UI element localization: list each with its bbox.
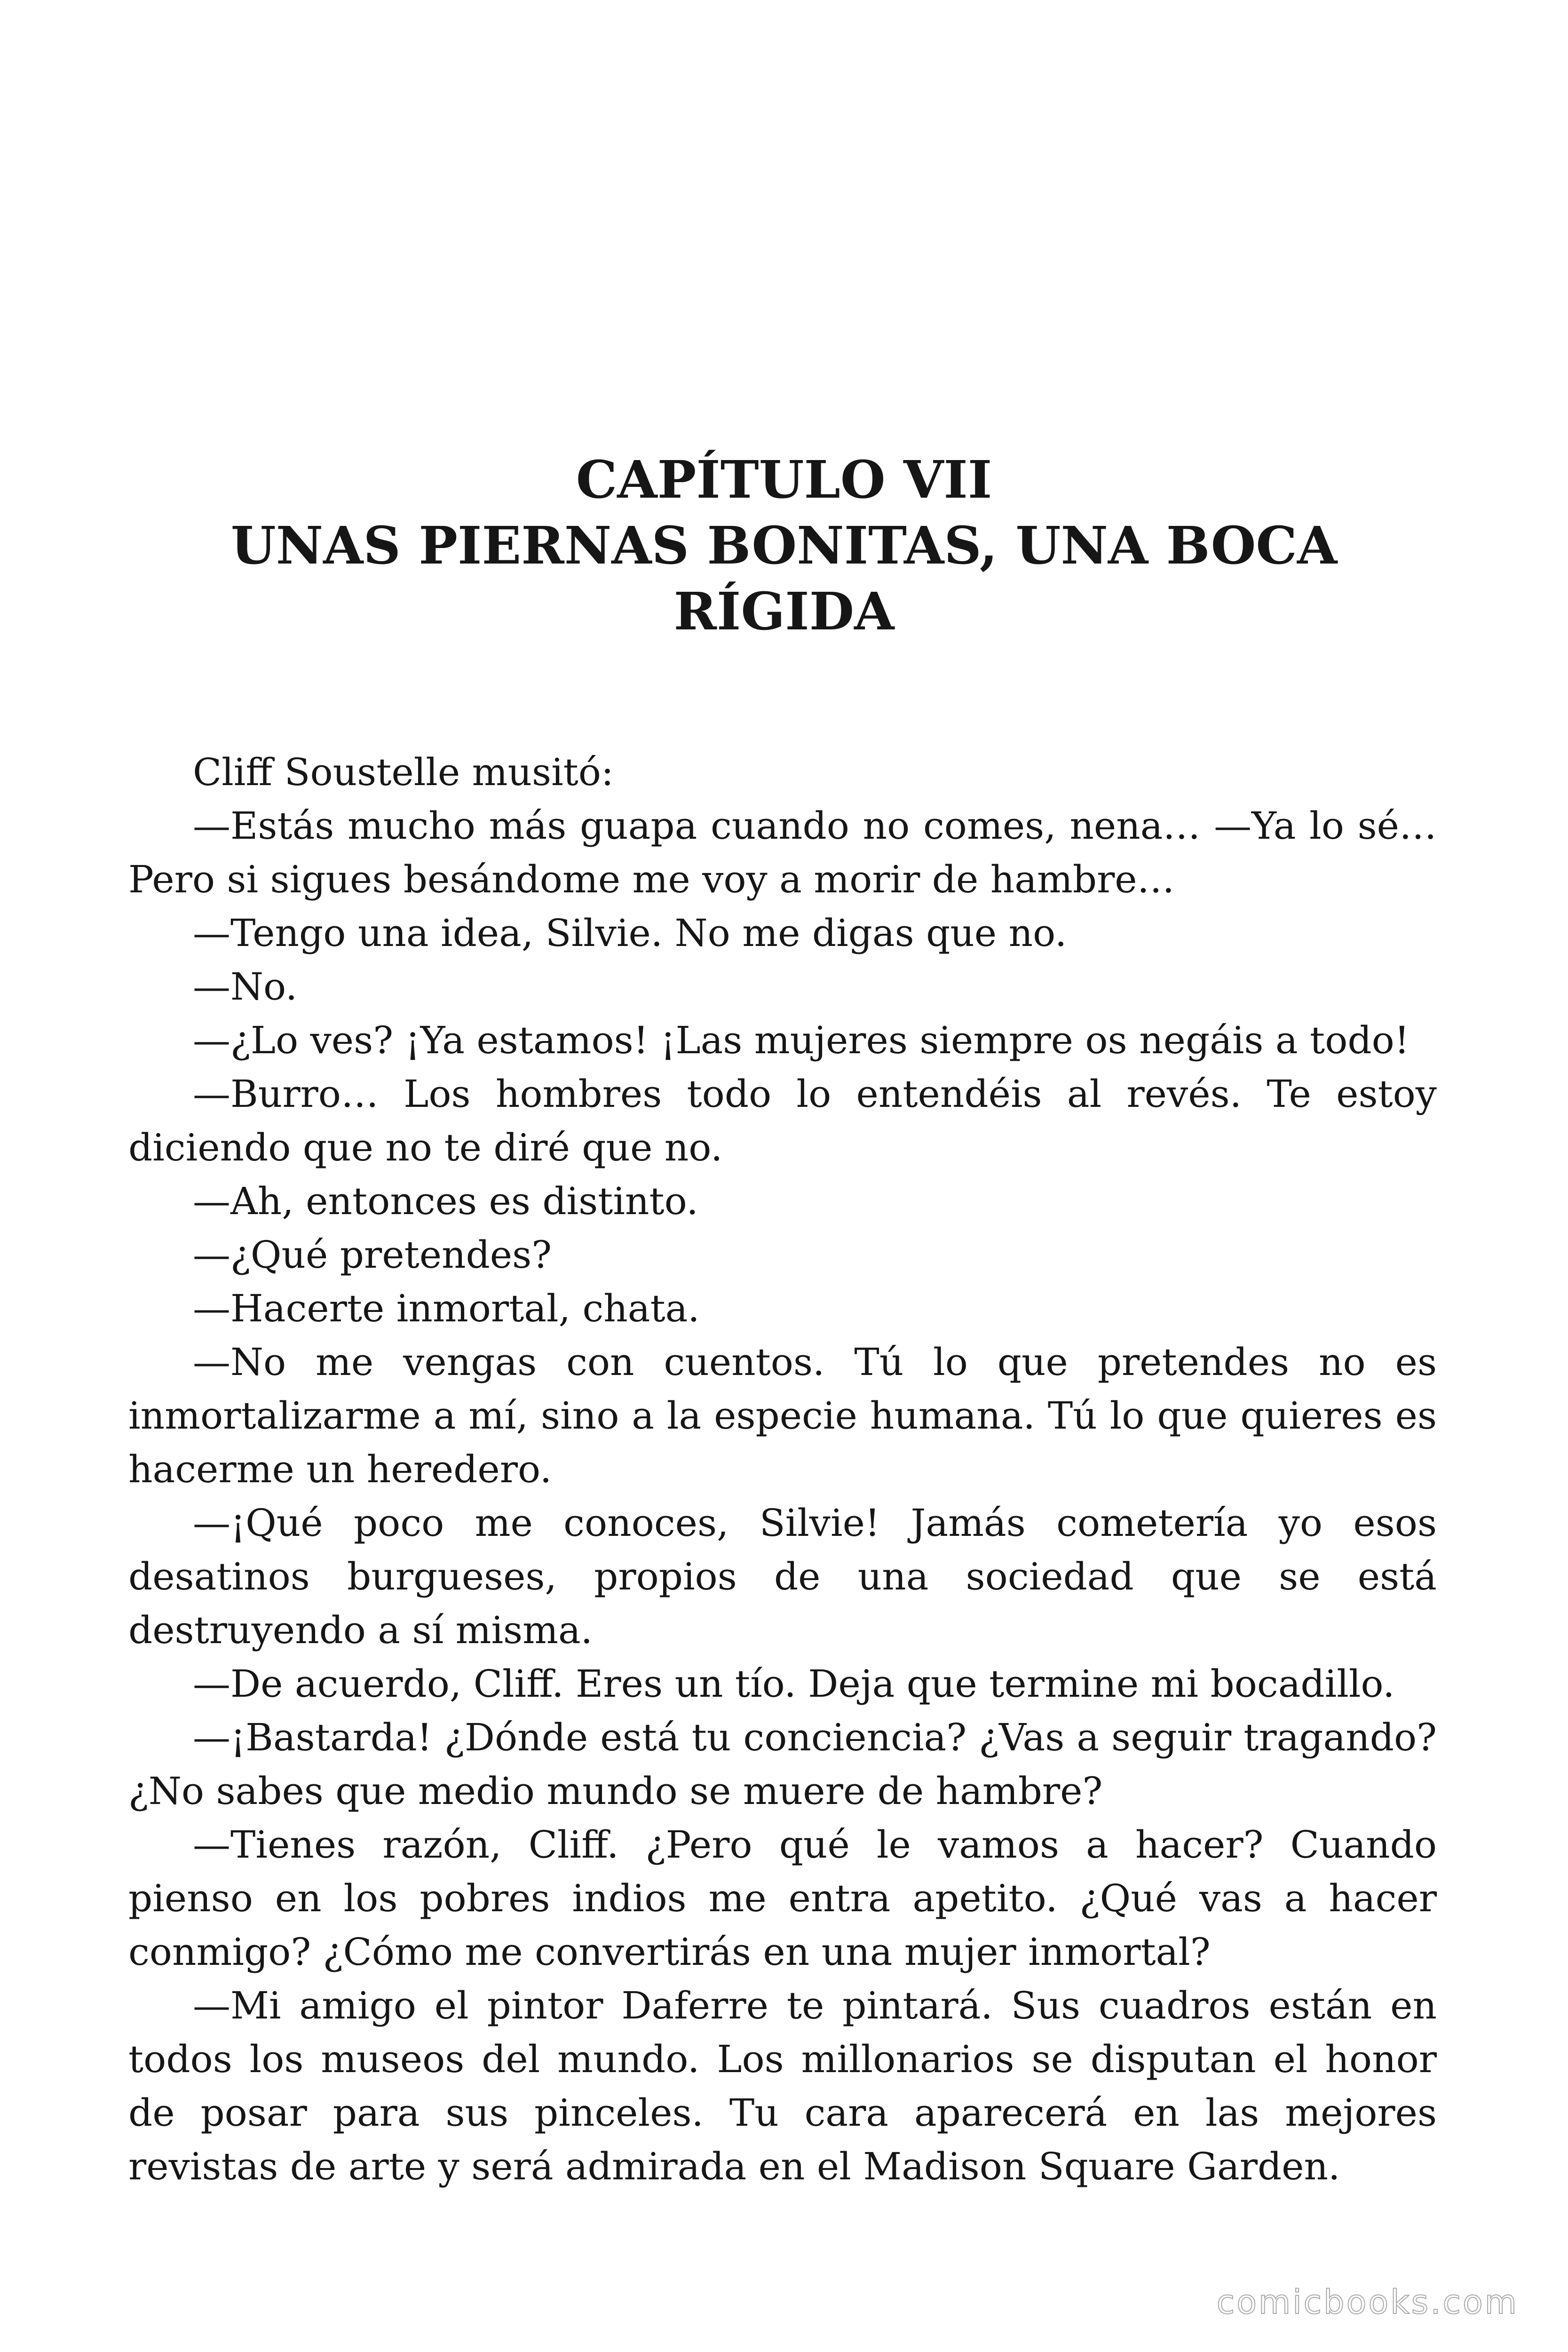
paragraph: —No me vengas con cuentos. Tú lo que pretendes no es inmortalizarme a mí, sino a la especie humana. Tú lo que quieres es hacerme un heredero. xyxy=(128,1340,1437,1491)
paragraph: —Tengo una idea, Silvie. No me digas que no. xyxy=(193,911,1067,955)
paragraph: —¡Bastarda! ¿Dónde está tu conciencia? ¿Vas a seguir tragando? ¿No sabes que medio mundo se muere de hambre? xyxy=(128,1716,1437,1813)
paragraph: —Tienes razón, Cliff. ¿Pero qué le vamos a hacer? Cuando pienso en los pobres indios me entra apetito. ¿Qué vas a hacer conmigo? ¿Cómo me convertirás en una mujer inmortal? xyxy=(128,1823,1437,1974)
chapter-heading xyxy=(94,447,1474,644)
paragraph: —¿Lo ves? ¡Ya estamos! ¡Las mujeres siempre os negáis a todo! xyxy=(193,1018,1410,1062)
paragraph: —Estás mucho más guapa cuando no comes, nena… —Ya lo sé… Pero si sigues besándome me voy a morir de hambre… xyxy=(128,804,1437,901)
paragraph: —No. xyxy=(193,965,298,1009)
paragraph: —¡Qué poco me conoces, Silvie! Jamás cometería yo esos desatinos burgueses, propios de una sociedad que se está destruyendo a sí misma. xyxy=(128,1501,1437,1652)
paragraph: —Mi amigo el pintor Daferre te pintará. Sus cuadros están en todos los museos del mundo. Los millonarios se disputan el honor de posar para sus pinceles. Tu cara aparecerá en las mejores revistas de arte y será admirada en el Madison Square Garden. xyxy=(128,1984,1437,2188)
chapter-title-line-1: UNAS PIERNAS BONITAS, UNA BOCA xyxy=(230,515,1338,576)
paragraph: —Burro… Los hombres todo lo entendéis al revés. Te estoy diciendo que no te diré que no. xyxy=(128,1072,1437,1169)
chapter-number: CAPÍTULO VII xyxy=(576,449,992,510)
paragraph: —De acuerdo, Cliff. Eres un tío. Deja que termine mi bocadillo. xyxy=(193,1662,1395,1706)
paragraph: —Ah, entonces es distinto. xyxy=(193,1179,698,1223)
paragraph: —¿Qué pretendes? xyxy=(193,1233,552,1277)
paragraph: —Hacerte inmortal, chata. xyxy=(193,1287,700,1330)
paragraph: Cliff Soustelle musitó: xyxy=(193,750,614,794)
chapter-body xyxy=(128,746,1437,2193)
chapter-title-line-2: RÍGIDA xyxy=(673,581,895,642)
watermark-logo: comicbooks.com xyxy=(1216,2283,1519,2321)
